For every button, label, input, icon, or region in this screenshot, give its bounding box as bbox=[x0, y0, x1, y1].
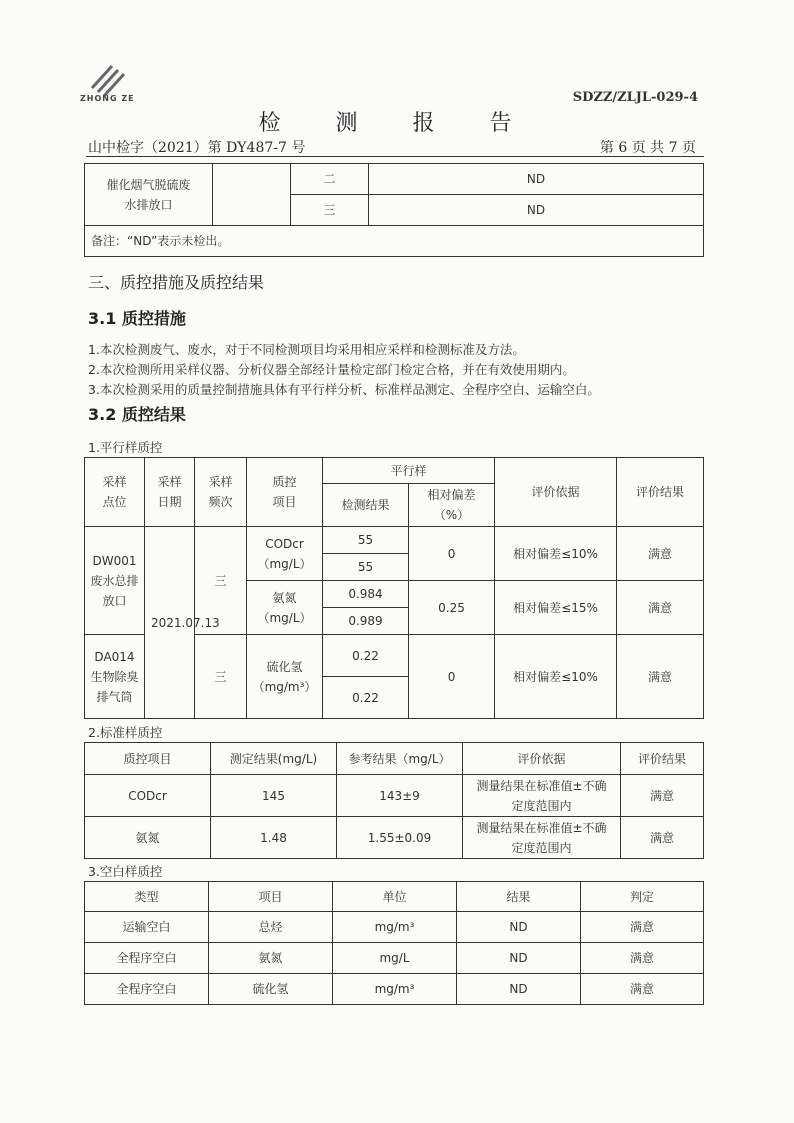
header-item: 质控项目 bbox=[247, 458, 323, 527]
blank-unit: mg/m³ bbox=[333, 912, 457, 943]
top-empty-cell bbox=[213, 164, 291, 226]
header-freq: 采样频次 bbox=[195, 458, 247, 527]
parallel-location: DW001废水总排放口 bbox=[85, 527, 145, 635]
top-value: ND bbox=[369, 195, 704, 226]
std-header: 参考结果（mg/L） bbox=[337, 743, 463, 775]
parallel-eval: 满意 bbox=[617, 527, 704, 581]
blank-item: 氨氮 bbox=[209, 943, 333, 974]
item-unit: （mg/m³） bbox=[252, 679, 317, 694]
standard-table bbox=[84, 742, 704, 859]
blank-result: ND bbox=[457, 943, 581, 974]
std-result: 1.48 bbox=[211, 817, 337, 859]
paragraph-2: 2.本次检测所用采样仪器、分析仪器全部经计量检定部门检定合格，并在有效使用期内。 bbox=[88, 362, 575, 377]
blank-type: 全程序空白 bbox=[85, 943, 209, 974]
std-ref: 143±9 bbox=[337, 775, 463, 817]
parallel-basis: 相对偏差≤10% bbox=[495, 527, 617, 581]
std-header: 评价依据 bbox=[463, 743, 621, 775]
std-header: 质控项目 bbox=[85, 743, 211, 775]
std-item: CODcr bbox=[85, 775, 211, 817]
header-location: 采样点位 bbox=[85, 458, 145, 527]
blank-item: 硫化氢 bbox=[209, 974, 333, 1005]
parallel-eval: 满意 bbox=[617, 635, 704, 719]
std-ref: 1.55±0.09 bbox=[337, 817, 463, 859]
parallel-basis: 相对偏差≤10% bbox=[495, 635, 617, 719]
parallel-result: 0.984 bbox=[323, 581, 409, 608]
top-note: 备注：“ND”表示未检出。 bbox=[85, 226, 704, 257]
parallel-freq: 三 bbox=[195, 527, 247, 635]
parallel-dev: 0.25 bbox=[409, 581, 495, 635]
blank-unit: mg/L bbox=[333, 943, 457, 974]
header-basis: 评价依据 bbox=[495, 458, 617, 527]
item-unit: （mg/L） bbox=[257, 610, 312, 625]
parallel-dev: 0 bbox=[409, 635, 495, 719]
section-heading: 三、质控措施及质控结果 bbox=[88, 273, 265, 292]
std-header: 评价结果 bbox=[621, 743, 704, 775]
top-value: ND bbox=[369, 164, 704, 195]
parallel-item bbox=[247, 581, 323, 635]
blank-judge: 满意 bbox=[581, 943, 704, 974]
header-rel-dev: 相对偏差（%） bbox=[409, 484, 495, 527]
blank-table bbox=[84, 881, 704, 1005]
blank-unit: mg/m³ bbox=[333, 974, 457, 1005]
parallel-eval: 满意 bbox=[617, 581, 704, 635]
parallel-table bbox=[84, 457, 704, 719]
header-divider bbox=[86, 156, 704, 157]
header-eval: 评价结果 bbox=[617, 458, 704, 527]
parallel-result: 0.22 bbox=[323, 635, 409, 677]
paragraph-3: 3.本次检测采用的质量控制措施具体有平行样分析、标准样品测定、全程序空白、运输空白。 bbox=[88, 382, 600, 397]
std-basis: 测量结果在标准值±不确定度范围内 bbox=[463, 775, 621, 817]
parallel-result: 55 bbox=[323, 554, 409, 581]
parallel-item bbox=[247, 635, 323, 719]
blank-type: 运输空白 bbox=[85, 912, 209, 943]
paragraph-1: 1.本次检测废气、废水，对于不同检测项目均采用相应采样和检测标准及方法。 bbox=[88, 342, 525, 357]
standard-caption: 2.标准样质控 bbox=[88, 725, 163, 740]
std-header: 测定结果(mg/L) bbox=[211, 743, 337, 775]
blank-item: 总烃 bbox=[209, 912, 333, 943]
parallel-item bbox=[247, 527, 323, 581]
std-result: 145 bbox=[211, 775, 337, 817]
std-item: 氨氮 bbox=[85, 817, 211, 859]
header-parallel: 平行样 bbox=[323, 458, 495, 484]
parallel-basis: 相对偏差≤15% bbox=[495, 581, 617, 635]
std-eval: 满意 bbox=[621, 817, 704, 859]
page-info: 第 6 页 共 7 页 bbox=[599, 140, 696, 156]
subsection-3-2-title: 3.2 质控结果 bbox=[88, 405, 186, 424]
top-freq: 二 bbox=[291, 164, 369, 195]
document-code: SDZZ/ZLJL-029-4 bbox=[572, 90, 698, 105]
top-freq: 三 bbox=[291, 195, 369, 226]
page-title: 检 测 报 告 bbox=[258, 111, 536, 136]
blank-result: ND bbox=[457, 974, 581, 1005]
blank-result: ND bbox=[457, 912, 581, 943]
top-table bbox=[84, 163, 704, 257]
header-date: 采样日期 bbox=[145, 458, 195, 527]
parallel-location: DA014生物除臭排气筒 bbox=[85, 635, 145, 719]
std-basis: 测量结果在标准值±不确定度范围内 bbox=[463, 817, 621, 859]
subsection-3-1-title: 3.1 质控措施 bbox=[88, 309, 186, 328]
parallel-date: 2021.07.13 bbox=[145, 527, 195, 719]
item-name: 氨氮 bbox=[272, 590, 297, 605]
parallel-result: 0.22 bbox=[323, 677, 409, 719]
blank-type: 全程序空白 bbox=[85, 974, 209, 1005]
blank-judge: 满意 bbox=[581, 974, 704, 1005]
parallel-caption: 1.平行样质控 bbox=[88, 440, 163, 455]
item-unit: （mg/L） bbox=[257, 556, 312, 571]
parallel-freq: 三 bbox=[195, 635, 247, 719]
std-eval: 满意 bbox=[621, 775, 704, 817]
blank-header: 类型 bbox=[85, 882, 209, 912]
parallel-dev: 0 bbox=[409, 527, 495, 581]
blank-header: 结果 bbox=[457, 882, 581, 912]
blank-caption: 3.空白样质控 bbox=[88, 864, 163, 879]
top-location: 催化烟气脱硫废水排放口 bbox=[85, 164, 213, 226]
header-result: 检测结果 bbox=[323, 484, 409, 527]
item-name: CODcr bbox=[265, 536, 304, 551]
blank-judge: 满意 bbox=[581, 912, 704, 943]
report-number: 山中检字（2021）第 DY487-7 号 bbox=[88, 140, 306, 156]
blank-header: 单位 bbox=[333, 882, 457, 912]
blank-header: 项目 bbox=[209, 882, 333, 912]
blank-header: 判定 bbox=[581, 882, 704, 912]
parallel-result: 55 bbox=[323, 527, 409, 554]
parallel-result: 0.989 bbox=[323, 608, 409, 635]
logo-text: ZHONG ZE bbox=[80, 94, 135, 103]
item-name: 硫化氢 bbox=[266, 659, 303, 674]
